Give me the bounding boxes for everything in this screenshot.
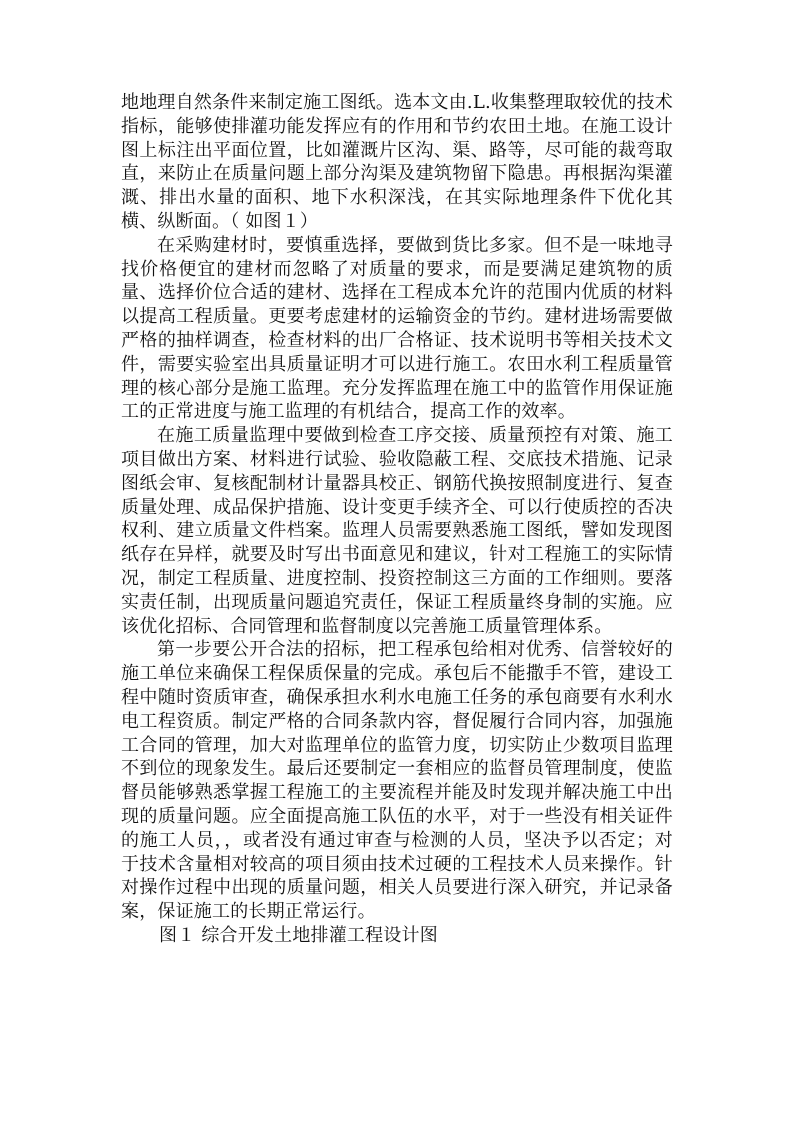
- document-body: [121, 91, 673, 948]
- figure-caption: 图１ 综合开发土地排灌工程设计图: [159, 924, 438, 946]
- paragraph-quality-supervision: 在施工质量监理中要做到检查工序交接、质量预控有对策、施工项目做出方案、材料进行试验、验收隐蔽工程、交底技术措施、记录图纸会审、复核配制材计量器具校正、钢筋代换按照制度进行、复查质量处理、成品保护措施、设计变更手续齐全、可以行使质控的否决权利、建立质量文件档案。监理人员需要熟悉施工图纸，譬如发现图纸存在异样，就要及时写出书面意见和建议，针对工程施工的实际情况，制定工程质量、进度控制、投资控制这三方面的工作细则。要落实责任制，出现质量问题追究责任，保证工程质量终身制的实施。应该优化招标、合同管理和监督制度以完善施工质量管理体系。: [121, 425, 673, 637]
- paragraph-bidding-management: 第一步要公开合法的招标，把工程承包给相对优秀、信誉较好的施工单位来确保工程保质保量的完成。承包后不能撒手不管，建设工程中随时资质审查，确保承担水利水电施工任务的承包商要有水利水电工程资质。制定严格的合同条款内容，督促履行合同内容，加强施工合同的管理，加大对监理单位的监管力度，切实防止少数项目监理不到位的现象发生。最后还要制定一套相应的监督员管理制度，使监督员能够熟悉掌握工程施工的主要流程并能及时发现并解决施工中出现的质量问题。应全面提高施工队伍的水平，对于一些没有相关证件的施工人员，，或者没有通过审查与检测的人员，坚决予以否定；对于技术含量相对较高的项目须由技术过硬的工程技术人员来操作。针对操作过程中出现的质量问题，相关人员要进行深入研究，并记录备案，保证施工的长期正常运行。: [121, 639, 673, 923]
- paragraph-terrain-design: 地地理自然条件来制定施工图纸。选本文由.L.收集整理取较优的技术指标，能够使排灌功能发挥应有的作用和节约农田土地。在施工设计图上标注出平面位置，比如灌溉片区沟、渠、路等，尽可能的裁弯取直，来防止在质量问题上部分沟渠及建筑物留下隐患。再根据沟渠灌溉、排出水量的面积、地下水积深浅，在其实际地理条件下优化其横、纵断面。（ 如图１）: [121, 92, 673, 232]
- paragraph-material-procurement: 在采购建材时，要慎重选择，要做到货比多家。但不是一味地寻找价格便宜的建材而忽略了对质量的要求，而是要满足建筑物的质量、选择价位合适的建材、选择在工程成本允许的范围内优质的材料以提高工程质量。更要考虑建材的运输资金的节约。建材进场需要做严格的抽样调查，检查材料的出厂合格证、技术说明书等相关技术文件，需要实验室出具质量证明才可以进行施工。农田水利工程质量管理的核心部分是施工监理。充分发挥监理在施工中的监管作用保证施工的正常进度与施工监理的有机结合，提高工作的效率。: [121, 234, 673, 423]
